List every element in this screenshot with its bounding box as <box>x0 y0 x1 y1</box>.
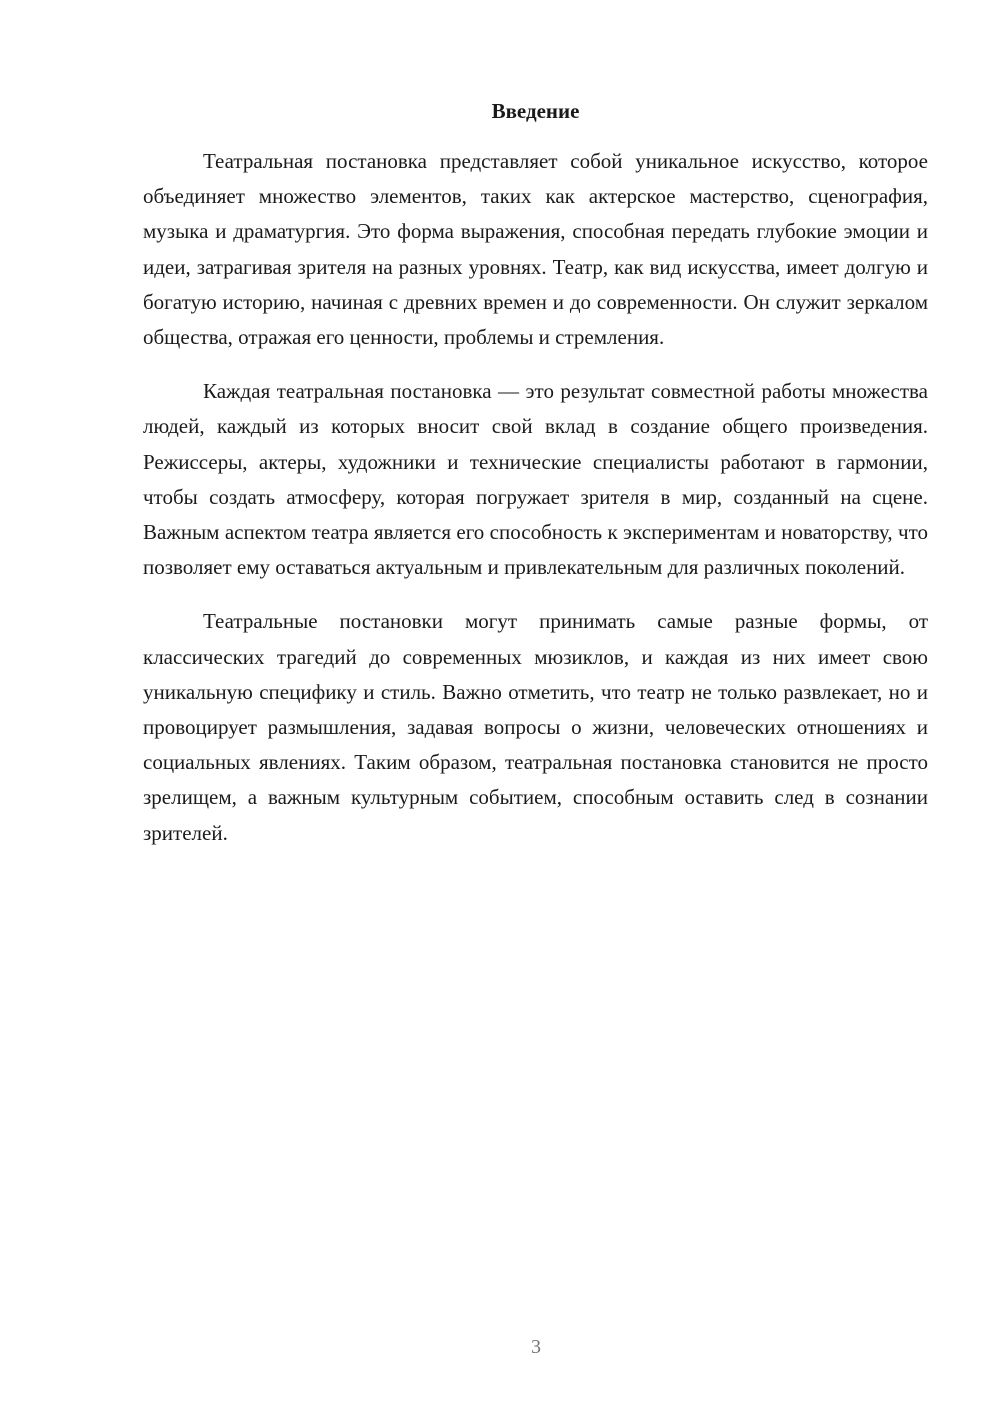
paragraph-2: Каждая театральная постановка — это результат совместной работы множества людей, каждый из которых вносит свой вклад в создание общего произведения. Режиссеры, актеры, художники и технические специалисты работают в гармонии, чтобы создать атмосферу, которая погружает зрителя в мир, созданный на сцене. Важным аспектом театра является его способность к экспериментам и новаторству, что позволяет ему оставаться актуальным и привлекательным для различных поколений. <box>143 379 928 580</box>
paragraph-3: Театральные постановки могут принимать самые разные формы, от классических трагедий до современных мюзиклов, и каждая из них имеет свою уникальную специфику и стиль. Важно отметить, что театр не только развлекает, но и провоцирует размышления, задавая вопросы о жизни, человеческих отношениях и социальных явлениях. Таким образом, театральная постановка становится не просто зрелищем, а важным культурным событием, способным оставить след в сознании зрителей. <box>143 609 928 845</box>
document-body <box>143 144 928 870</box>
page-number: 3 <box>531 1336 541 1358</box>
paragraph-1: Театральная постановка представляет собой уникальное искусство, которое объединяет множество элементов, таких как актерское мастерство, сценография, музыка и драматургия. Это форма выражения, способная передать глубокие эмоции и идеи, затрагивая зрителя на разных уровнях. Театр, как вид искусства, имеет долгую и богатую историю, начиная с древних времен и до современности. Он служит зеркалом общества, отражая его ценности, проблемы и стремления. <box>143 149 928 350</box>
section-heading: Введение <box>491 99 580 123</box>
